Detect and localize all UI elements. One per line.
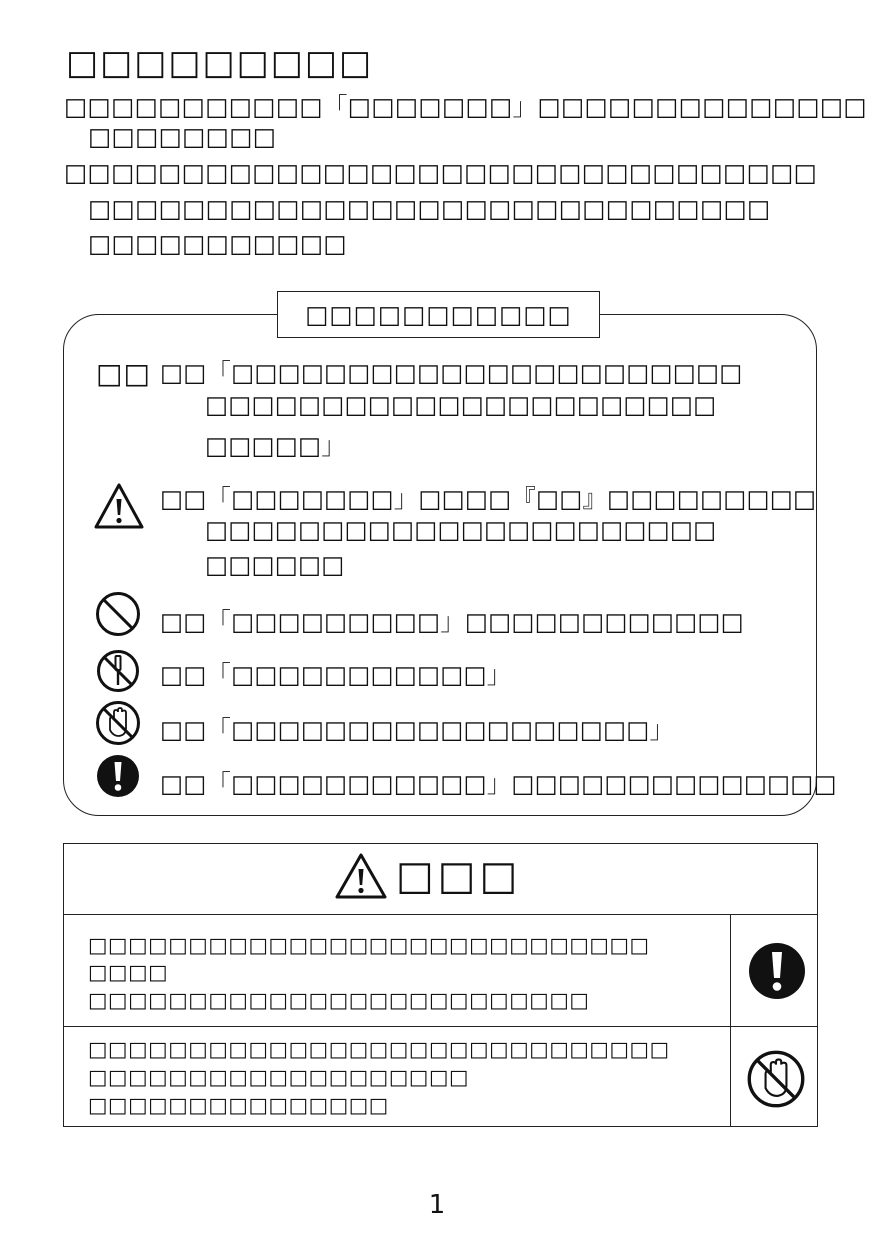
intro-line: □□□□□□□□□□□「□□□□□□□」□□□□□□□□□□□□□□ [64,92,867,121]
caution-text-line: □□□□□□□□□□□□□□□□□□□□□□□□□ [88,988,590,1012]
caution-text-line: □□□□ [88,960,169,984]
caution-text-line: □□□□□□□□□□□□□□□ [88,1093,389,1117]
warning-triangle-icon [334,852,388,900]
legend-title-text: □□□□□□□□□□□ [305,300,572,329]
intro-line: □□□□□□□□□□□ [88,229,347,258]
intro-line: □□□□□□□□□□□□□□□□□□□□□□□□□□□□□□□□ [64,158,818,187]
caution-text-line: □□□□□□□□□□□□□□□□□□□□□□□□□□□□□ [88,1037,670,1061]
intro-line: □□□□□□□□ [88,122,277,151]
table-divider [730,914,731,1126]
warning-label-icon: □□ [96,357,151,390]
legend-item-line: □□□□□□ [205,550,345,579]
legend-item-line: □□「□□□□□□□□□□□」 [160,660,512,689]
caution-text-line: □□□□□□□□□□□□□□□□□□□□□□□□□□□□ [88,933,650,957]
mandatory-action-icon [96,754,140,798]
legend-item-line: □□□□□□□□□□□□□□□□□□□□□□ [205,515,717,544]
legend-item-line: □□□□□□□□□□□□□□□□□□□□□□ [205,390,717,419]
legend-item-line: □□□□□」 [205,431,346,460]
intro-line: □□□□□□□□□□□□□□□□□□□□□□□□□□□□□ [88,194,771,223]
legend-item-line: □□「□□□□□□□□□」□□□□□□□□□□□□ [160,607,744,636]
page-number: 1 [428,1190,446,1220]
prohibited-icon [95,591,141,637]
legend-item-line: □□「□□□□□□□□□□□」□□□□□□□□□□□□□□ [160,769,837,798]
no-disassembly-icon [96,649,140,693]
caution-label: □□□ [396,853,522,899]
legend-title [277,291,600,338]
caution-text-line: □□□□□□□□□□□□□□□□□□□ [88,1065,470,1089]
legend-item-line: □□「□□□□□□□□□□□□□□□□□□」 [160,715,675,744]
warning-triangle-icon [93,482,145,530]
mandatory-action-icon [748,942,806,1000]
table-divider [64,1026,817,1027]
legend-item-line: □□「□□□□□□□□□□□□□□□□□□□□□□ [160,358,743,387]
no-touch-icon [95,700,141,746]
table-divider [64,914,817,915]
legend-item-line: □□「□□□□□□□」□□□□『□□』□□□□□□□□□ [160,484,817,513]
no-touch-icon [746,1049,806,1109]
caution-heading [334,851,521,901]
page-title: □□□□□□□□□ [66,43,374,83]
